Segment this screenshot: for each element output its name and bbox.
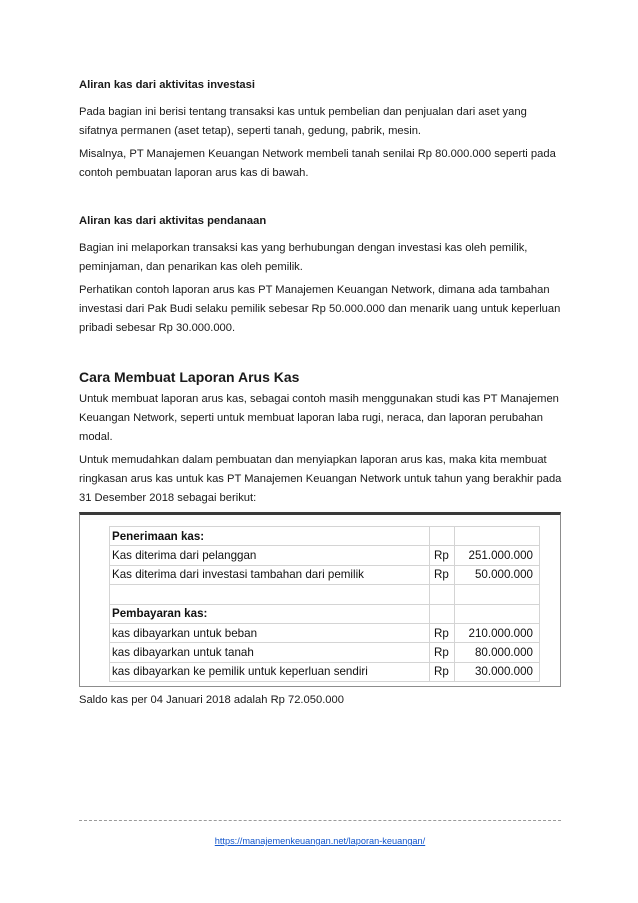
saldo-text: Saldo kas per 04 Januari 2018 adalah Rp 72.050.000 [79,694,344,706]
row-amount: 80.000.000 [455,643,540,662]
row-amount: 210.000.000 [455,623,540,642]
row-currency [430,585,455,604]
row-description: Pembayaran kas: [110,604,430,623]
row-amount: 251.000.000 [455,546,540,565]
heading-investasi: Aliran kas dari aktivitas investasi [79,79,255,91]
row-description [110,585,430,604]
row-amount: 50.000.000 [455,565,540,584]
row-amount [455,604,540,623]
cash-summary-table [109,526,540,682]
row-currency: Rp [430,623,455,642]
paragraph-pendanaan-2: Perhatikan contoh laporan arus kas PT Manajemen Keuangan Network, dimana ada tambahan investasi dari Pak Budi selaku pemilik sebesar Rp 50.000.000 dan menarik uang untuk keperluan pribadi sebesar Rp 30.000.000. [79,284,561,334]
row-description: kas dibayarkan untuk tanah [110,643,430,662]
row-currency: Rp [430,643,455,662]
row-description: Penerimaan kas: [110,527,430,546]
table-row [110,585,540,604]
row-description: kas dibayarkan untuk beban [110,623,430,642]
section-title-cara: Cara Membuat Laporan Arus Kas [79,369,300,385]
row-currency: Rp [430,546,455,565]
table-row [110,546,540,565]
table-row [110,623,540,642]
row-description: Kas diterima dari investasi tambahan dari pemilik [110,565,430,584]
row-currency: Rp [430,565,455,584]
table-row [110,527,540,546]
table-row [110,604,540,623]
paragraph-pendanaan-1: Bagian ini melaporkan transaksi kas yang berhubungan dengan investasi kas oleh pemilik, peminjaman, dan penarikan kas oleh pemilik. [79,242,528,273]
table-row [110,662,540,681]
footer-divider [79,820,561,821]
row-description: kas dibayarkan ke pemilik untuk keperluan sendiri [110,662,430,681]
paragraph-investasi-2: Misalnya, PT Manajemen Keuangan Network membeli tanah senilai Rp 80.000.000 seperti pada contoh pembuatan laporan arus kas di bawah. [79,148,556,179]
table-row [110,643,540,662]
cash-summary-image [79,512,561,687]
row-currency [430,604,455,623]
row-amount: 30.000.000 [455,662,540,681]
row-currency: Rp [430,662,455,681]
table-row [110,565,540,584]
heading-pendanaan: Aliran kas dari aktivitas pendanaan [79,215,267,227]
row-currency [430,527,455,546]
footer-link[interactable]: https://manajemenkeuangan.net/laporan-keuangan/ [214,836,426,846]
paragraph-cara-2: Untuk memudahkan dalam pembuatan dan menyiapkan laporan arus kas, maka kita membuat ringkasan arus kas untuk kas PT Manajemen Keuangan Network untuk tahun yang berakhir pada 31 Desember 2018 sebagai berikut: [79,454,562,504]
paragraph-investasi-1: Pada bagian ini berisi tentang transaksi kas untuk pembelian dan penjualan dari aset yang sifatnya permanen (aset tetap), seperti tanah, gedung, pabrik, mesin. [79,106,527,137]
row-amount [455,527,540,546]
paragraph-cara-1: Untuk membuat laporan arus kas, sebagai contoh masih menggunakan studi kas PT Manajemen Keuangan Network, seperti untuk membuat laporan laba rugi, neraca, dan laporan perubahan modal. [79,393,559,443]
row-description: Kas diterima dari pelanggan [110,546,430,565]
row-amount [455,585,540,604]
